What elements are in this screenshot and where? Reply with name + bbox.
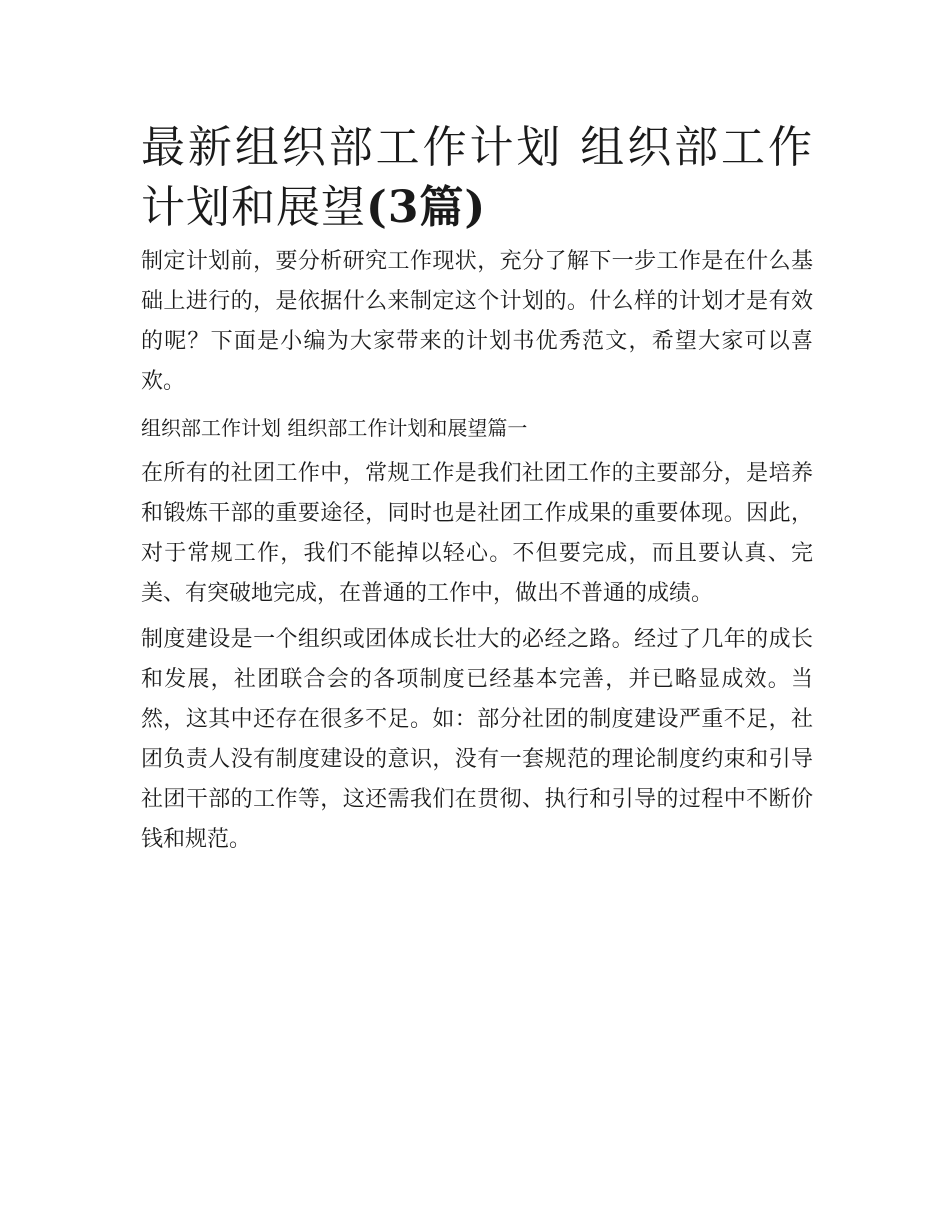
document-title-suffix: (3篇)	[366, 182, 487, 233]
document-content	[141, 118, 813, 860]
intro-paragraph: 制定计划前，要分析研究工作现状，充分了解下一步工作是在什么基础上进行的，是依据什么来制定这个计划的。什么样的计划才是有效的呢？下面是小编为大家带来的计划书优秀范文，希望大家可以喜欢。	[141, 249, 813, 394]
section-heading: 组织部工作计划 组织部工作计划和展望篇一	[141, 416, 528, 440]
document-title	[141, 118, 813, 238]
body-paragraph-2: 制度建设是一个组织或团体成长壮大的必经之路。经过了几年的成长和发展，社团联合会的各项制度已经基本完善，并已略显成效。当然，这其中还存在很多不足。如：部分社团的制度建设严重不足，社团负责人没有制度建设的意识，没有一套规范的理论制度约束和引导社团干部的工作等，这还需我们在贯彻、执行和引导的过程中不断价钱和规范。	[141, 627, 813, 852]
document-title-main: 最新组织部工作计划 组织部工作计划和展望	[141, 122, 813, 233]
body-paragraph-1: 在所有的社团工作中，常规工作是我们社团工作的主要部分，是培养和锻炼干部的重要途径，同时也是社团工作成果的重要体现。因此，对于常规工作，我们不能掉以轻心。不但要完成，而且要认真、完美、有突破地完成，在普通的工作中，做出不普通的成绩。	[141, 461, 813, 606]
